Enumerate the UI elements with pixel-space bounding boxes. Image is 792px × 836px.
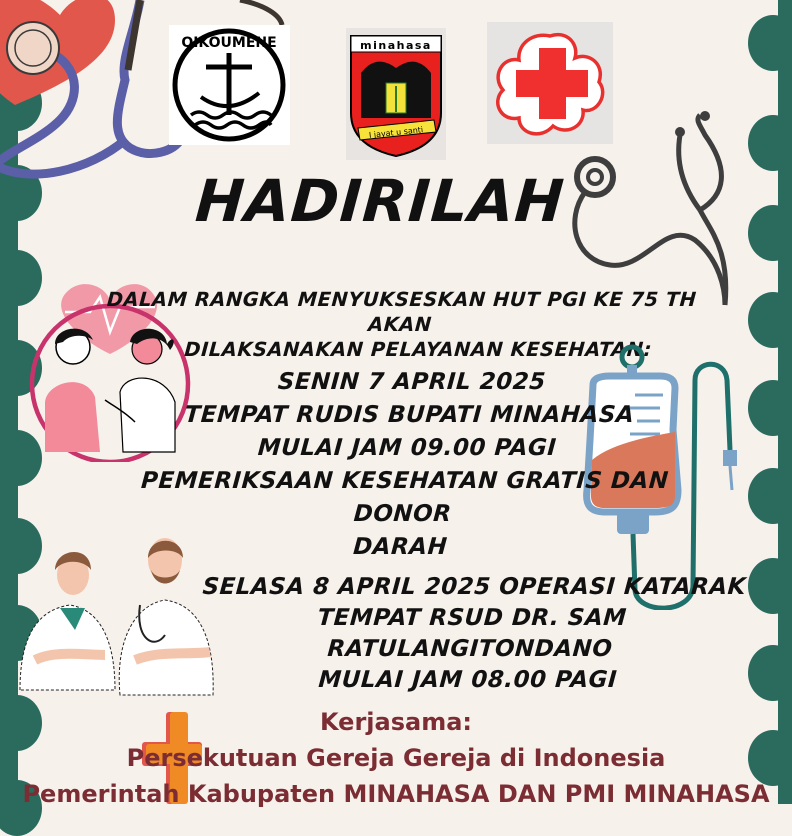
svg-text:I jayat u santi: I jayat u santi <box>368 125 424 140</box>
svg-text:minahasa: minahasa <box>360 39 432 52</box>
schedule-1-date: SENIN 7 APRIL 2025 <box>276 369 547 395</box>
credits-section <box>20 704 772 812</box>
schedule-1-location: TEMPAT RUDIS BUPATI MINAHASA <box>183 402 636 428</box>
schedule-1-time: MULAI JAM 09.00 PAGI <box>256 435 558 461</box>
schedule-1-activity: PEMERIKSAAN KESEHATAN GRATIS DAN DONOR <box>140 468 670 527</box>
credits-label: Kerjasama: <box>320 708 472 736</box>
schedule-1-activity-cont: DARAH <box>352 534 449 560</box>
credits-line-2: Pemerintah Kabupaten MINAHASA DAN PMI MINAHASA <box>22 780 770 808</box>
stethoscope-icon <box>555 100 755 310</box>
schedule-2-time: MULAI JAM 08.00 PAGI <box>317 667 618 693</box>
poster-title: HADIRILAH <box>193 167 567 235</box>
credits-line-1: Persekutuan Gereja Gereja di Indonesia <box>126 744 666 772</box>
intro-line-1: DALAM RANGKA MENYUKSESKAN HUT PGI KE 75 TH AKAN <box>106 288 698 336</box>
schedule-tuesday <box>182 572 761 696</box>
schedule-2-date-activity: SELASA 8 APRIL 2025 OPERASI KATARAK <box>201 574 747 600</box>
svg-text:OIKOUMENE: OIKOUMENE <box>181 35 277 51</box>
oikoumene-logo <box>169 25 290 145</box>
minahasa-crest <box>346 28 446 160</box>
intro-line-2: DILAKSANAKAN PELAYANAN KESEHATAN: <box>183 338 653 361</box>
schedule-2-location: TEMPAT RSUD DR. SAM RATULANGITONDANO <box>316 605 628 662</box>
